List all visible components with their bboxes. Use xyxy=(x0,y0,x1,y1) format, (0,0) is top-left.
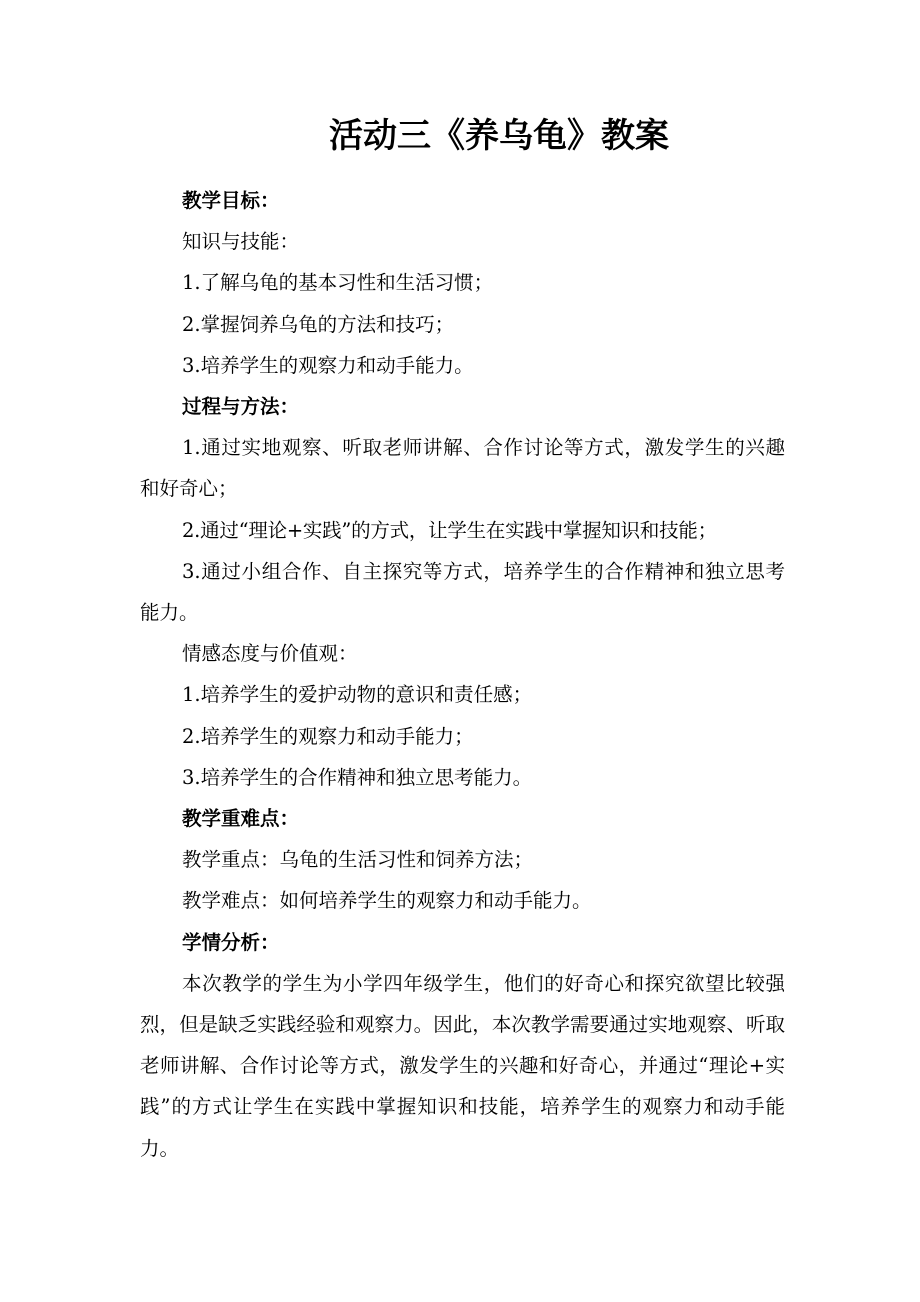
key-point: 教学重点：乌龟的生活习性和饲养方法； xyxy=(182,848,534,872)
section-heading-process: 过程与方法： xyxy=(182,395,300,419)
process-item: 2.通过“理论+实践”的方式，让学生在实践中掌握知识和技能； xyxy=(182,518,717,542)
subheading-knowledge: 知识与技能： xyxy=(182,230,300,254)
section-heading-analysis: 学情分析： xyxy=(182,930,280,954)
knowledge-item: 2.掌握饲养乌龟的方法和技巧； xyxy=(182,312,455,336)
analysis-paragraph: 本次教学的学生为小学四年级学生，他们的好奇心和探究欲望比较强烈，但是缺乏实践经验和观察力。因此，本次教学需要通过实地观察、听取老师讲解、合作讨论等方式，激发学生的兴趣和好奇心，并通过“理论+实践”的方式让学生在实践中掌握知识和技能，培养学生的观察力和动手能力。 xyxy=(140,971,785,1160)
process-item: 1.通过实地观察、听取老师讲解、合作讨论等方式，激发学生的兴趣和好奇心； xyxy=(140,436,785,501)
section-heading-keypoints: 教学重难点： xyxy=(182,807,300,831)
subheading-emotion: 情感态度与价值观： xyxy=(182,642,358,666)
knowledge-item: 1.了解乌龟的基本习性和生活习惯； xyxy=(182,271,494,295)
document-body xyxy=(140,180,785,1169)
emotion-item: 1.培养学生的爱护动物的意识和责任感； xyxy=(182,683,533,707)
emotion-item: 3.培养学生的合作精神和独立思考能力。 xyxy=(182,765,533,789)
section-heading-objectives: 教学目标： xyxy=(182,189,280,212)
page-title: 活动三《养乌龟》教案 xyxy=(329,116,669,156)
process-item: 3.通过小组合作、自主探究等方式，培养学生的合作精神和独立思考能力。 xyxy=(140,559,785,625)
difficult-point: 教学难点：如何培养学生的观察力和动手能力。 xyxy=(182,889,592,913)
emotion-item: 2.培养学生的观察力和动手能力； xyxy=(182,724,474,748)
knowledge-item: 3.培养学生的观察力和动手能力。 xyxy=(182,353,474,377)
